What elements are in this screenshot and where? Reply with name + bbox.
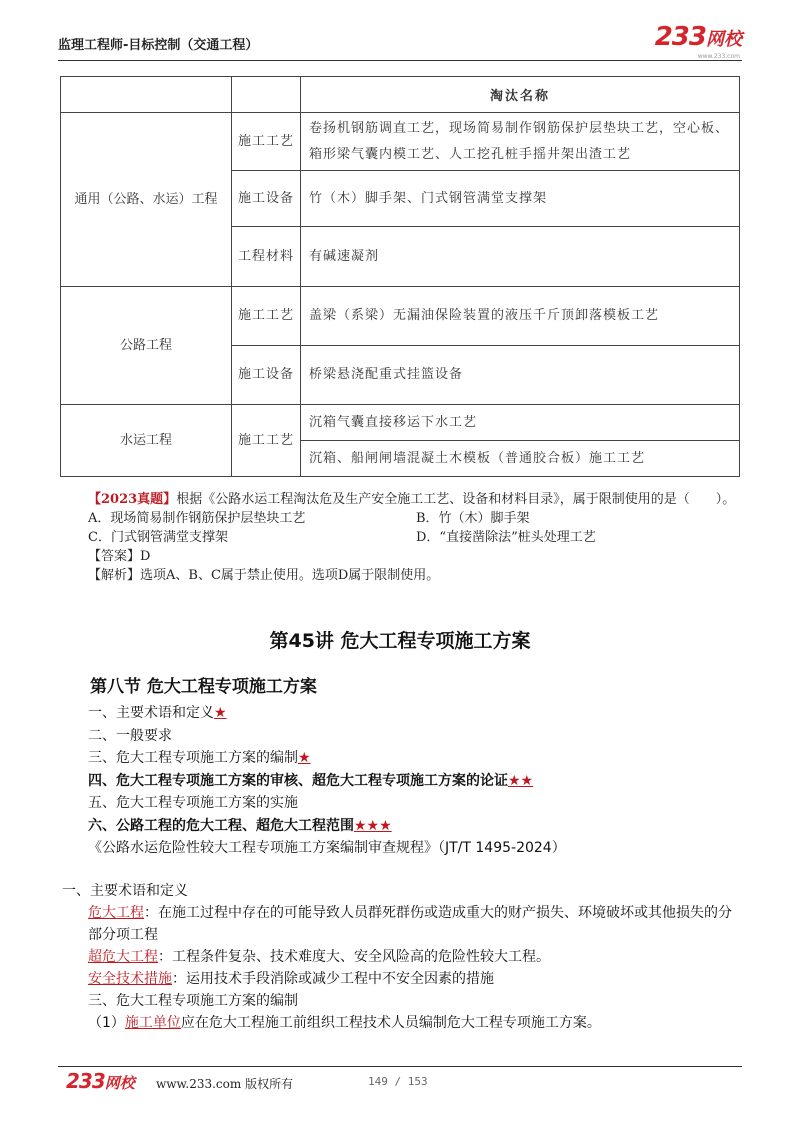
item-cell: 沉箱气囊直接移运下水工艺	[301, 405, 740, 441]
category-cell: 公路工程	[61, 287, 232, 405]
outline-item	[88, 702, 748, 725]
question-stem	[62, 490, 742, 509]
outline-item-text: 三、危大工程专项施工方案的编制	[88, 750, 298, 766]
footer-logo-name: 网校	[104, 1074, 135, 1092]
definition	[62, 946, 742, 968]
paragraph-text: 应在危大工程施工前组织工程技术人员编制危大工程专项施工方案。	[180, 1015, 601, 1031]
type-cell: 施工工艺	[232, 113, 301, 171]
table-row	[61, 405, 740, 441]
outline-item	[88, 770, 748, 793]
outline-item-text: 五、危大工程专项施工方案的实施	[88, 795, 298, 811]
importance-stars: ★★	[508, 772, 534, 789]
type-cell: 施工工艺	[232, 287, 301, 346]
content-heading: 一、主要术语和定义	[62, 883, 188, 899]
table-header-name: 淘汰名称	[301, 77, 740, 113]
eliminated-process-table	[60, 76, 740, 477]
definition-text: ：运用技术手段消除或减少工程中不安全因素的措施	[172, 971, 494, 987]
type-cell: 施工设备	[232, 346, 301, 405]
content-heading: 三、危大工程专项施工方案的编制	[88, 993, 298, 1009]
footer-logo[interactable]	[66, 1069, 135, 1093]
question-answer: 【答案】D	[88, 549, 151, 564]
table-row	[61, 113, 740, 171]
importance-stars: ★★★	[354, 817, 392, 834]
document-title: 监理工程师-目标控制（交通工程）	[58, 38, 259, 53]
table-row	[61, 287, 740, 346]
question-options	[62, 509, 742, 547]
standard-reference: 《公路水运危险性较大工程专项施工方案编制审查规程》（JT/T 1495-2024）	[88, 840, 566, 856]
outline-item	[88, 815, 748, 838]
definition-text: ：工程条件复杂、技术难度大、安全风险高的危险性较大工程。	[158, 949, 550, 965]
outline-item	[88, 792, 748, 815]
option-b: B．竹（木）脚手架	[416, 511, 530, 526]
outline-item	[88, 747, 748, 770]
question-tag: 【2023真题】	[88, 492, 177, 507]
definition-term: 危大工程	[88, 905, 144, 921]
item-cell: 沉箱、船闸闸墙混凝土木模板（普通胶合板）施工工艺	[301, 441, 740, 477]
outline-item-text: 一、主要术语和定义	[88, 705, 214, 721]
outline-item-text: 二、一般要求	[88, 727, 172, 744]
section-title: 第八节 危大工程专项施工方案	[90, 677, 317, 697]
category-cell: 通用（公路、水运）工程	[61, 113, 232, 287]
page-header	[58, 20, 742, 61]
table-header-row	[61, 77, 740, 113]
outline-item-text: 六、公路工程的危大工程、超危大工程范围	[88, 817, 354, 834]
page-number	[368, 1075, 428, 1088]
question-text: 根据《公路水运工程淘汰危及生产安全施工工艺、设备和材料目录》，属于限制使用的是（ ）。	[176, 492, 736, 507]
question-analysis: 【解析】选项A、B、C属于禁止使用。选项D属于限制使用。	[88, 568, 440, 583]
definition-term: 安全技术措施	[88, 971, 172, 987]
content-body	[62, 880, 742, 1034]
page-separator: /	[387, 1075, 408, 1088]
importance-stars: ★	[214, 705, 227, 721]
option-a: A．现场简易制作钢筋保护层垫块工艺	[88, 511, 306, 526]
category-cell: 水运工程	[61, 405, 232, 477]
option-d: D．“直接凿除法”桩头处理工艺	[416, 530, 596, 545]
option-c: C．门式钢管满堂支撑架	[88, 530, 228, 545]
paragraph-prefix: （1）	[88, 1015, 125, 1031]
outline-item-text: 四、危大工程专项施工方案的审核、超危大工程专项施工方案的论证	[88, 772, 508, 789]
brand-logo-name: 网校	[706, 29, 742, 50]
section-outline	[88, 702, 748, 860]
page-footer	[58, 1066, 742, 1097]
definition	[62, 968, 742, 990]
item-cell: 竹（木）脚手架、门式钢管满堂支撑架	[301, 171, 740, 227]
type-cell: 施工设备	[232, 171, 301, 227]
outline-item	[88, 725, 748, 748]
definition-text: ：在施工过程中存在的可能导致人员群死群伤或造成重大的财产损失、环境破坏或其他损失的分部分项工程	[88, 905, 732, 943]
importance-stars: ★	[298, 750, 311, 766]
item-cell: 卷扬机钢筋调直工艺，现场简易制作钢筋保护层垫块工艺，空心板、箱形梁气囊内模工艺、人工挖孔桩手摇井架出渣工艺	[301, 113, 740, 171]
type-cell: 施工工艺	[232, 405, 301, 477]
item-cell: 盖梁（系梁）无漏油保险装置的液压千斤顶卸落模板工艺	[301, 287, 740, 346]
lecture-title: 第45讲 危大工程专项施工方案	[269, 630, 531, 652]
page-current: 149	[368, 1075, 388, 1088]
type-cell: 工程材料	[232, 227, 301, 287]
copyright-text: www.233.com 版权所有	[156, 1077, 294, 1091]
definition	[62, 902, 742, 946]
item-cell: 有碱速凝剂	[301, 227, 740, 287]
brand-url: www.233.com	[697, 53, 740, 60]
paragraph-term: 施工单位	[124, 1015, 181, 1031]
table-header-empty	[232, 77, 301, 113]
item-cell: 桥梁悬浇配重式挂篮设备	[301, 346, 740, 405]
paragraph	[62, 1012, 742, 1034]
brand-logo[interactable]	[655, 22, 742, 52]
footer-logo-number: 233	[66, 1069, 105, 1093]
table-header-empty	[61, 77, 232, 113]
definition-term: 超危大工程	[88, 949, 158, 965]
exam-question	[62, 490, 742, 585]
brand-logo-number: 233	[654, 22, 706, 52]
page-total: 153	[407, 1075, 428, 1088]
